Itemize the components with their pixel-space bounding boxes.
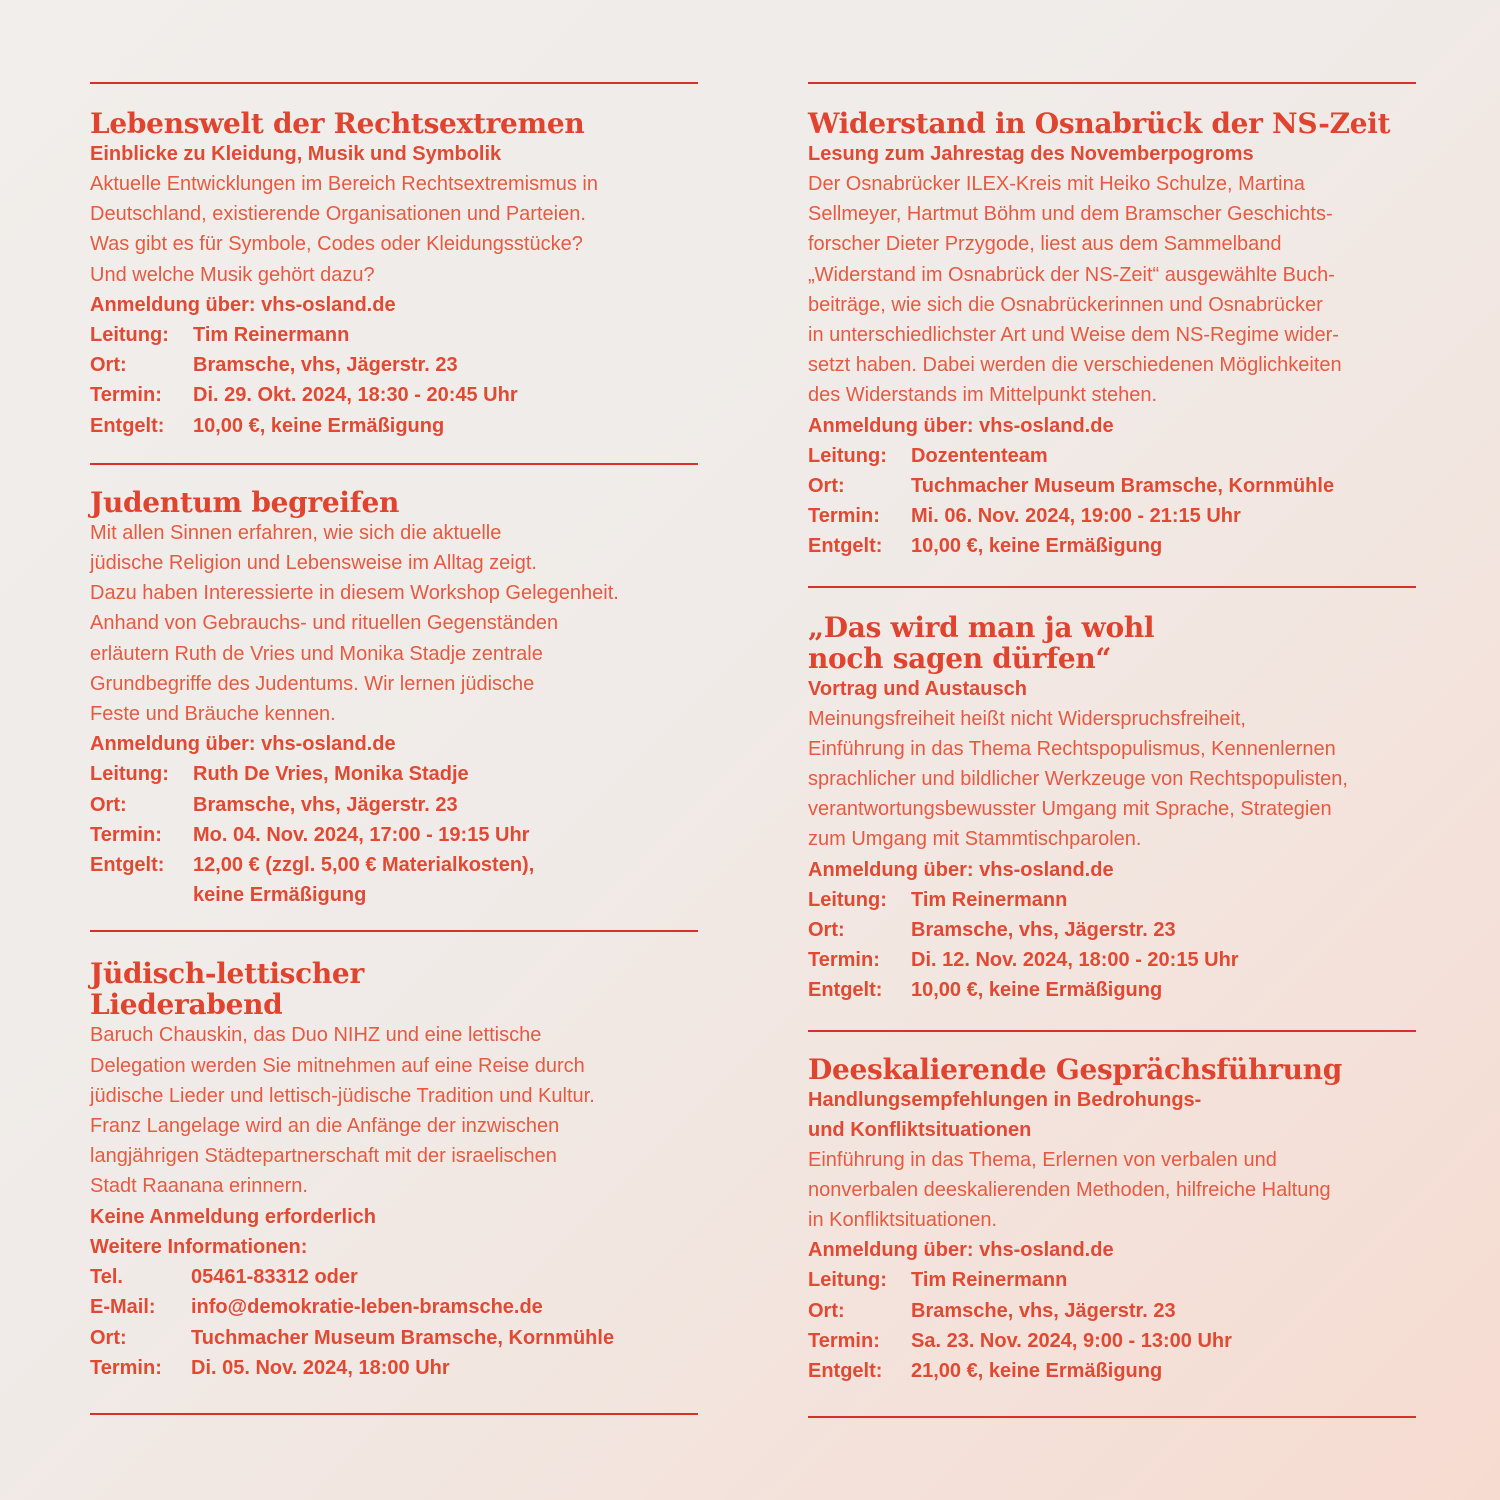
detail-label: Entgelt: xyxy=(808,535,883,558)
event-details xyxy=(90,1262,698,1383)
event-das-wird-man xyxy=(808,588,1416,1006)
event-details xyxy=(808,885,1416,1006)
detail-label: Ort: xyxy=(808,475,845,498)
event-description: Baruch Chauskin, das Duo NIHZ und eine lettische Delegation werden Sie mitnehmen auf eine Reise durch jüdische Lieder und lettisch-jüdische Tradition und Kultur. Franz Langelage wird an die Anfänge der inzwischen langjährigen Städtepartnerschaft mit der israelischen Stadt Raanana erinnern. xyxy=(90,1024,595,1198)
detail-value: Dozententeam xyxy=(911,444,1048,467)
detail-value: 10,00 €, keine Ermäßigung xyxy=(911,979,1163,1002)
event-note: Keine Anmeldung erforderlich xyxy=(90,1205,376,1228)
event-title: Deeskalierende Gesprächsführung xyxy=(808,1052,1343,1086)
detail-value: Bramsche, vhs, Jägerstr. 23 xyxy=(911,919,1176,942)
detail-label: Entgelt: xyxy=(90,854,165,877)
event-subtitle: Vortrag und Austausch xyxy=(808,677,1027,700)
event-lebenswelt xyxy=(90,84,698,441)
event-title: Judentum begreifen xyxy=(90,485,400,519)
detail-label: Tel. xyxy=(90,1266,123,1289)
detail-label: Entgelt: xyxy=(808,979,883,1002)
detail-label: Entgelt: xyxy=(808,1360,883,1383)
event-widerstand xyxy=(808,84,1416,562)
detail-label: Ort: xyxy=(808,919,845,942)
detail-value: Bramsche, vhs, Jägerstr. 23 xyxy=(193,793,458,816)
event-description: Mit allen Sinnen erfahren, wie sich die aktuelle jüdische Religion und Lebensweise im Alltag zeigt. Dazu haben Interessierte in diesem Workshop Gelegenheit. Anhand von Gebrauchs- und rituellen Gegenständen erläutern Ruth de Vries und Monika Stadje zentrale Grundbegriffe des Judentums. Wir lernen jüdische Feste und Bräuche kennen. xyxy=(90,521,619,726)
left-column xyxy=(90,82,698,1415)
detail-value: Bramsche, vhs, Jägerstr. 23 xyxy=(193,354,458,377)
right-column xyxy=(808,82,1416,1418)
event-liederabend xyxy=(90,932,698,1382)
detail-value: Mi. 06. Nov. 2024, 19:00 - 21:15 Uhr xyxy=(911,505,1241,528)
detail-label: Termin: xyxy=(90,384,162,407)
event-title: Jüdisch-lettischer Liederabend xyxy=(90,957,364,1022)
detail-label: Leitung: xyxy=(808,888,887,911)
event-subtitle: Handlungsempfehlungen in Bedrohungs- und Konfliktsituationen xyxy=(808,1088,1202,1141)
detail-label: Leitung: xyxy=(90,763,169,786)
detail-label: Ort: xyxy=(90,793,127,816)
event-subtitle: Lesung zum Jahrestag des Novemberpogroms xyxy=(808,143,1254,165)
detail-value: 12,00 € (zzgl. 5,00 € Materialkosten), keine Ermäßigung xyxy=(193,854,535,907)
event-registration: Anmeldung über: vhs-osland.de xyxy=(90,293,396,316)
event-note: Weitere Informationen: xyxy=(90,1235,308,1258)
detail-label: Termin: xyxy=(808,1329,880,1352)
detail-value: Bramsche, vhs, Jägerstr. 23 xyxy=(911,1299,1176,1322)
divider xyxy=(808,1416,1416,1418)
detail-value: 10,00 €, keine Ermäßigung xyxy=(193,414,445,437)
detail-value: Tim Reinermann xyxy=(193,324,350,347)
detail-value: Di. 05. Nov. 2024, 18:00 Uhr xyxy=(191,1356,450,1379)
event-subtitle: Einblicke zu Kleidung, Musik und Symbolik xyxy=(90,143,502,165)
detail-value: Ruth De Vries, Monika Stadje xyxy=(193,763,469,786)
detail-label: Ort: xyxy=(90,1326,127,1349)
detail-label: Termin: xyxy=(90,823,162,846)
event-details xyxy=(808,441,1416,562)
event-judentum xyxy=(90,465,698,911)
detail-label: Leitung: xyxy=(90,324,169,347)
detail-value: 10,00 €, keine Ermäßigung xyxy=(911,535,1163,558)
event-registration: Anmeldung über: vhs-osland.de xyxy=(808,858,1114,881)
detail-label: Termin: xyxy=(808,505,880,528)
detail-value: Tim Reinermann xyxy=(911,888,1068,911)
event-title: „Das wird man ja wohl noch sagen dürfen“ xyxy=(808,610,1155,675)
detail-value: Di. 12. Nov. 2024, 18:00 - 20:15 Uhr xyxy=(911,949,1239,972)
detail-value: Tuchmacher Museum Bramsche, Kornmühle xyxy=(911,475,1335,498)
detail-label: Leitung: xyxy=(808,444,887,467)
detail-label: Ort: xyxy=(90,354,127,377)
event-deeskalierend xyxy=(808,1032,1416,1387)
detail-label: Termin: xyxy=(808,949,880,972)
event-registration: Anmeldung über: vhs-osland.de xyxy=(808,1239,1114,1262)
detail-label: E-Mail: xyxy=(90,1296,156,1319)
detail-value: Tuchmacher Museum Bramsche, Kornmühle xyxy=(191,1326,615,1349)
event-title: Lebenswelt der Rechtsextremen xyxy=(90,107,585,140)
event-description: Meinungsfreiheit heißt nicht Widerspruchsfreiheit, Einführung in das Thema Rechtspopulismus, Kennenlernen sprachlicher und bildlicher Werkzeuge von Rechtspopulisten, verantwortungsbewusster Umgang mit Sprache, Strategien zum Umgang mit Stammtischparolen. xyxy=(808,707,1348,851)
detail-label: Leitung: xyxy=(808,1269,887,1292)
detail-value: Di. 29. Okt. 2024, 18:30 - 20:45 Uhr xyxy=(193,384,518,407)
detail-label: Entgelt: xyxy=(90,414,165,437)
event-details xyxy=(90,759,698,910)
detail-label: Termin: xyxy=(90,1356,162,1379)
event-description: Der Osnabrücker ILEX-Kreis mit Heiko Schulze, Martina Sellmeyer, Hartmut Böhm und dem Bramscher Geschichts- forscher Dieter Przygode, liest aus dem Sammelband „Widerstand im Osnabrück der NS-Zeit“ ausgewählte Buch- beiträge, wie sich die Osnabrückerinnen und Osnabrücker in unterschiedlichster Art und Weise dem NS-Regime wider- setzt haben. Dabei werden die verschiedenen Möglichkeiten des Widerstands im Mittelpunkt stehen. xyxy=(808,173,1342,407)
divider xyxy=(90,1413,698,1415)
event-registration: Anmeldung über: vhs-osland.de xyxy=(808,414,1114,437)
detail-label: Ort: xyxy=(808,1299,845,1322)
event-details xyxy=(808,1265,1416,1386)
detail-value: 21,00 €, keine Ermäßigung xyxy=(911,1360,1163,1383)
detail-value: Tim Reinermann xyxy=(911,1269,1068,1292)
detail-value: Sa. 23. Nov. 2024, 9:00 - 13:00 Uhr xyxy=(911,1329,1232,1352)
detail-value: Mo. 04. Nov. 2024, 17:00 - 19:15 Uhr xyxy=(193,823,530,846)
detail-value: 05461-83312 oder xyxy=(191,1266,358,1289)
event-registration: Anmeldung über: vhs-osland.de xyxy=(90,733,396,756)
event-title: Widerstand in Osnabrück der NS-Zeit xyxy=(808,107,1391,140)
event-details xyxy=(90,320,698,441)
detail-value: info@demokratie-leben-bramsche.de xyxy=(191,1296,543,1319)
event-description: Einführung in das Thema, Erlernen von verbalen und nonverbalen deeskalierenden Methoden, hilfreiche Haltung in Konfliktsituationen. xyxy=(808,1148,1331,1232)
event-description: Aktuelle Entwicklungen im Bereich Rechtsextremismus in Deutschland, existierende Organisationen und Parteien. Was gibt es für Symbole, Codes oder Kleidungsstücke? Und welche Musik gehört dazu? xyxy=(90,173,598,286)
